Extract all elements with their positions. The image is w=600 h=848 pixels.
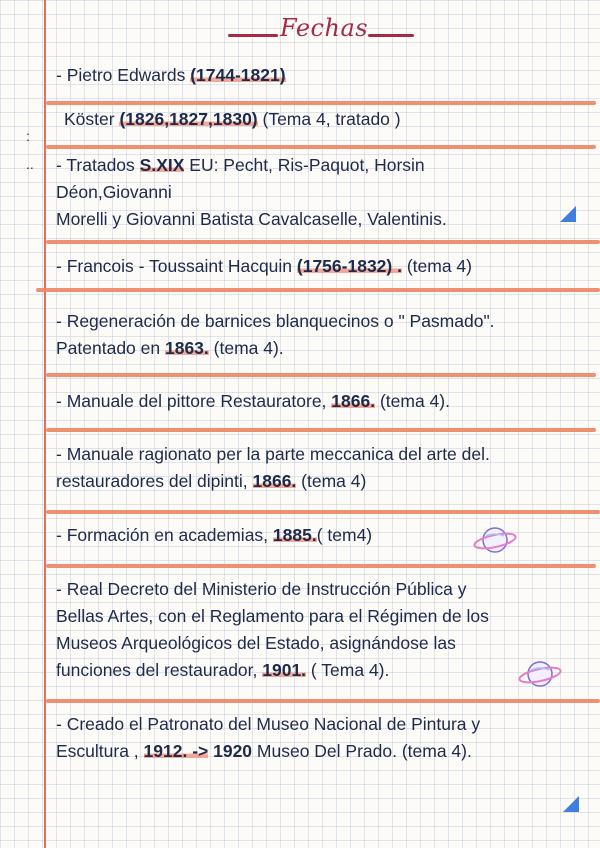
highlighted-date: 1912. -> — [143, 741, 209, 761]
entry-text: 1920 — [208, 741, 253, 761]
entry-line — [56, 603, 586, 630]
divider — [46, 564, 596, 568]
entry-text: Museos Arqueológicos del Estado, asignándose las — [56, 633, 456, 653]
entry-text: (tema 4) — [296, 471, 367, 491]
entry-text: - Formación en academias, — [56, 525, 273, 545]
entry-hacquin — [56, 253, 586, 280]
entry-text: Morelli y Giovanni Batista Cavalcaselle, Valentinis. — [56, 209, 447, 229]
entry-line — [56, 388, 586, 415]
highlighted-date: (1826,1827,1830) — [119, 109, 258, 129]
entry-real-decreto — [56, 576, 586, 684]
entry-text: - Real Decreto del Ministerio de Instrucción Pública y — [56, 579, 467, 599]
entry-regeneracion-barnices — [56, 308, 586, 362]
highlighted-date: (1756-1832) . — [296, 256, 402, 276]
divider — [46, 373, 596, 377]
entry-text: Bellas Artes, con el Reglamento para el Régimen de los — [56, 606, 489, 626]
entry-text: (tema 4). — [375, 391, 450, 411]
divider — [36, 288, 600, 292]
entry-line — [56, 657, 586, 684]
entry-text: (tema 4). — [208, 338, 284, 358]
entry-line — [56, 335, 586, 362]
page-title: Fechas — [280, 14, 369, 42]
entry-tratados-sxix — [56, 152, 586, 233]
planet-sticker-icon — [472, 520, 518, 560]
entry-text: Escultura , — [56, 741, 144, 761]
entry-text: (Tema 4, tratado ) — [257, 109, 401, 129]
entry-line — [56, 468, 586, 495]
entry-text: - Manuale del pittore Restauratore, — [56, 391, 332, 411]
side-mark-bottom: .. — [26, 156, 34, 172]
entry-manuale-ragionato — [56, 441, 586, 495]
divider — [46, 145, 596, 149]
entry-line — [56, 152, 586, 179]
entry-line — [56, 179, 586, 206]
entry-koster — [64, 106, 594, 133]
divider — [46, 699, 600, 703]
entry-text: Museo Del Prado. (tema 4). — [252, 741, 472, 761]
entry-line — [56, 308, 586, 335]
divider — [46, 240, 600, 244]
entry-manuale-pittore — [56, 388, 586, 415]
divider — [46, 101, 596, 105]
entry-line — [56, 711, 586, 738]
entry-pietro-edwards — [56, 62, 586, 89]
highlighted-date: S.XIX — [139, 155, 185, 175]
entry-text: Patentado en — [56, 338, 165, 358]
entry-line — [56, 738, 586, 765]
title-dash-right — [368, 34, 414, 37]
triangle-corner-icon — [560, 206, 576, 222]
highlighted-date: 1885. — [272, 525, 317, 545]
entry-line — [56, 441, 586, 468]
entry-text: ( tem4) — [316, 525, 373, 545]
entry-text: (tema 4) — [401, 256, 472, 276]
highlighted-date: 1866. — [331, 391, 376, 411]
entry-text: - Regeneración de barnices blanquecinos o " Pasmado". — [56, 311, 495, 331]
entry-text: EU: Pecht, Ris-Paquot, Horsin — [184, 155, 425, 175]
entry-text: - Creado el Patronato del Museo Nacional de Pintura y — [56, 714, 481, 734]
entry-line — [64, 106, 594, 133]
divider — [46, 510, 600, 514]
planet-sticker-icon — [517, 654, 563, 694]
entry-text: Köster — [64, 109, 120, 129]
entry-text: - Manuale ragionato per la parte meccanica del arte del. — [56, 444, 490, 464]
entry-text: - Tratados — [56, 155, 140, 175]
side-mark-top: : — [26, 128, 30, 144]
entry-text: - Pietro Edwards — [56, 65, 191, 85]
entry-line — [56, 62, 586, 89]
highlighted-date: (1744-1821) — [190, 65, 286, 85]
entry-text: funciones del restaurador, — [56, 660, 263, 680]
highlighted-date: 1901. — [262, 660, 307, 680]
entry-line — [56, 630, 586, 657]
entry-text: Déon,Giovanni — [56, 182, 172, 202]
entry-text: restauradores del dipinti, — [56, 471, 253, 491]
entry-text: - Francois - Toussaint Hacquin — [56, 256, 297, 276]
entry-line — [56, 206, 586, 233]
entry-text: ( Tema 4). — [306, 660, 390, 680]
triangle-corner-icon — [563, 796, 579, 812]
divider — [46, 428, 596, 432]
highlighted-date: 1863. — [164, 338, 209, 358]
entry-patronato-museo — [56, 711, 586, 765]
entry-line — [56, 576, 586, 603]
title-block — [228, 12, 418, 52]
title-dash-left — [228, 34, 278, 37]
margin-line — [44, 0, 46, 848]
entry-line — [56, 253, 586, 280]
highlighted-date: 1866. — [252, 471, 297, 491]
